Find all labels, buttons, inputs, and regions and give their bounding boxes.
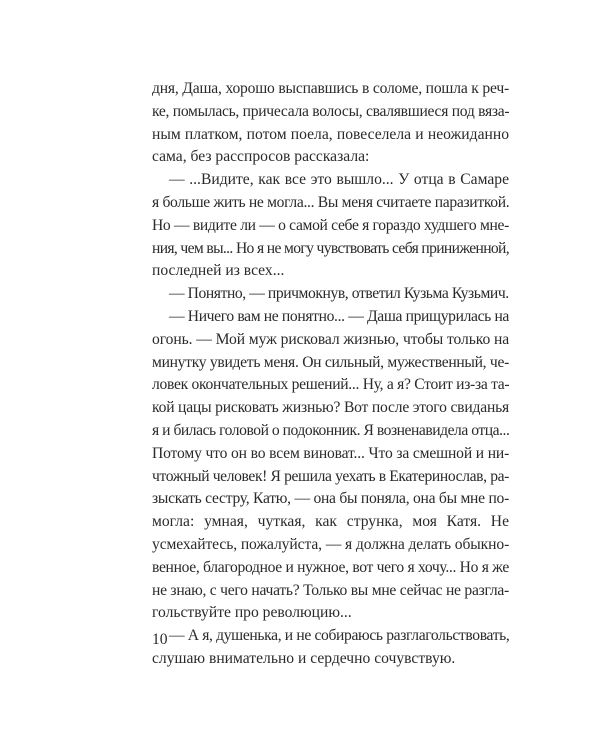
- text-line: ловек окончательных решений... Ну, а я? Стоит из-за та-: [152, 376, 510, 394]
- text-line: могла: умная, чуткая, как струнка, моя Катя. Не: [152, 513, 509, 531]
- text-line: я и билась головой о подоконник. Я возненавидела отца...: [152, 421, 510, 439]
- text-line: дня, Даша, хорошо выспавшись в соломе, пошла к реч-: [152, 80, 509, 97]
- text-line: Но — видите ли — о самой себе я гораздо худшего мне-: [152, 216, 509, 234]
- text-line: гольствуйте про революцию...: [152, 604, 352, 622]
- text-line: ным платком, потом поела, повеселела и неожиданно: [152, 125, 509, 143]
- text-line: кой цацы рисковать жизнью? Вот после этого свиданья: [152, 399, 509, 417]
- text-line: последней из всех...: [152, 262, 285, 280]
- text-line: Потому что он во всем виноват... Что за смешной и ни-: [152, 444, 510, 462]
- text-line: — А я, душенька, и не собираюсь разглагольствовать,: [169, 627, 510, 645]
- text-line: зыскать сестру, Катю, — она бы поняла, она бы мне по-: [152, 490, 509, 508]
- body-text: [152, 78, 509, 671]
- text-line: сама, без расспросов рассказала:: [152, 148, 370, 166]
- text-line: — ...Видите, как все это вышло... У отца в Самаре: [169, 171, 509, 189]
- text-line: ке, помылась, причесала волосы, свалявшиеся под вяза-: [152, 102, 510, 120]
- text-line: усмехайтесь, пожалуйста, — я должна делать обыкно-: [152, 535, 510, 553]
- page-number: 10: [152, 631, 168, 648]
- text-line: я больше жить не могла... Вы меня считаете паразиткой.: [152, 193, 510, 211]
- text-line: чтожный человек! Я решила уехать в Екатеринослав, ра-: [152, 467, 509, 485]
- text-line: венное, благородное и нужное, вот чего я хочу... Но я же: [152, 558, 509, 576]
- text-line: не знаю, с чего начать? Только вы мне сейчас не разгла-: [152, 581, 509, 599]
- text-line: минутку увидеть меня. Он сильный, мужественный, че-: [152, 353, 509, 371]
- text-line: огонь. — Мой муж рисковал жизнью, чтобы только на: [152, 330, 510, 348]
- text-line: слушаю внимательно и сердечно сочувствую.: [152, 649, 456, 667]
- text-line: ния, чем вы... Но я не могу чувствовать себя приниженной,: [152, 239, 509, 257]
- text-line: — Ничего вам не понятно... — Даша прищурилась на: [169, 307, 509, 325]
- text-line: — Понятно, — причмокнув, ответил Кузьма Кузьмич.: [169, 285, 509, 303]
